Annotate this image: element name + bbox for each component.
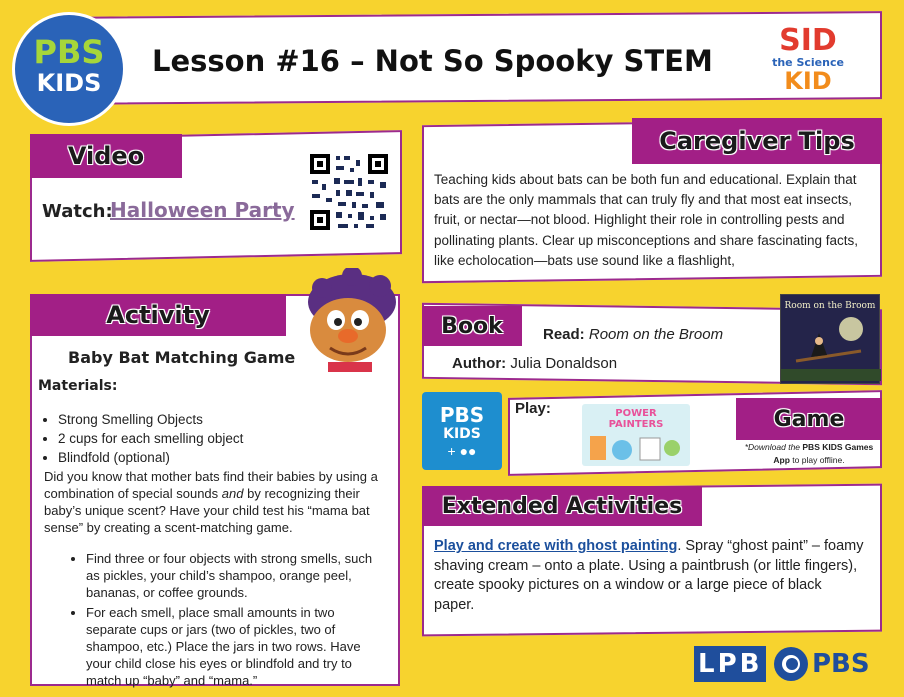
- extended-activities-body: . Spray “ghost paint” – foamy shaving cream – onto a plate. Using a paintbrush (or little fingers), create spooky pictures on a window or a large piece of black paper.: [434, 538, 864, 613]
- play-label: Play:: [515, 400, 551, 417]
- app-icon-pbs: PBS: [439, 403, 485, 427]
- sid-the-science-kid-logo: [762, 16, 854, 96]
- note-text: *Download the: [744, 442, 803, 452]
- book-cover-title: Room on the Broom: [784, 301, 876, 311]
- extended-activities-tab: [422, 486, 702, 526]
- pbs-head-icon: [774, 647, 808, 681]
- pbs-kids-logo: [12, 12, 126, 126]
- activity-step: • Find three or four objects with strong smells, such as pickles, your child’s shampoo, orange peel, bananas, or coffee grounds.: [86, 550, 386, 601]
- video-tab-label: Video: [67, 142, 145, 170]
- materials-list: [38, 410, 243, 467]
- materials-label: Materials:: [38, 378, 118, 394]
- game-tab-label: Game: [773, 406, 845, 432]
- activity-subtitle: Baby Bat Matching Game: [68, 348, 296, 367]
- extended-activities-text: [434, 537, 866, 615]
- gamepad-icon: + ●●: [447, 443, 477, 459]
- caregiver-tips-tab: [632, 118, 882, 164]
- game-title-painters: PAINTERS: [608, 419, 664, 430]
- materials-item: • Blindfold (optional): [58, 448, 243, 467]
- video-tab: [30, 134, 182, 178]
- game-tab: [736, 398, 882, 440]
- book-tab-label: Book: [441, 313, 503, 339]
- power-painters-game-image[interactable]: [582, 404, 690, 466]
- caregiver-tips-text: Teaching kids about bats can be both fun and educational. Explain that bats are the only mammals that can truly fly and that most eat insects, fruit, or nectar—not blood. Highlight their role in controlling pests and pollinating plants. Clear up misconceptions and share fascinating facts, like echolocation—bats use sound like a flashlight,: [434, 172, 858, 268]
- caregiver-tips-tab-label: Caregiver Tips: [659, 127, 855, 155]
- lesson-title: Lesson #16 – Not So Spooky STEM: [152, 44, 713, 78]
- materials-item: • 2 cups for each smelling object: [58, 429, 243, 448]
- book-title: Room on the Broom: [588, 326, 724, 343]
- qr-code-icon[interactable]: [306, 150, 392, 234]
- pbs-logo: [774, 646, 870, 682]
- sid-logo-sid: SID: [779, 23, 837, 58]
- activity-step: • For each smell, place small amounts in two separate cups or jars (two of pickles, two of shampoo, etc.) Place the jars in two rows. Have your child close his eyes or blindfold and try to match up “baby” and “mama.”: [86, 604, 386, 689]
- pbs-kids-logo-kids: KIDS: [36, 69, 102, 97]
- activity-tab: [30, 294, 286, 336]
- note-text-end: to play offline.: [789, 455, 845, 465]
- book-author-line: [452, 355, 617, 372]
- activity-tab-label: Activity: [106, 301, 210, 329]
- activity-intro-text-end: by recognizing their baby’s unique scent? Have your child test his “mama bat sense” by creating a scent-matching game.: [44, 486, 370, 535]
- sid-logo-the-science: the Science: [772, 56, 844, 69]
- sid-character-image: [298, 268, 404, 372]
- pbs-logo-text: PBS: [812, 649, 870, 679]
- note-app-name: PBS KIDS Games App: [773, 442, 874, 465]
- activity-intro-text: Did you know that mother bats find their babies by using a combination of special sounds: [44, 469, 378, 501]
- watch-label: Watch:: [42, 201, 113, 222]
- activity-intro: [44, 468, 394, 536]
- activity-steps: [66, 550, 386, 689]
- book-cover-image: [780, 294, 880, 384]
- video-link-halloween-party[interactable]: Halloween Party: [110, 198, 295, 222]
- book-read-line: [543, 326, 723, 343]
- lpb-logo-text: LPB: [694, 646, 766, 682]
- app-icon-kids: KIDS: [443, 426, 481, 442]
- lpb-logo: [694, 646, 766, 682]
- game-title-power: POWER: [615, 408, 657, 419]
- pbs-kids-games-app-icon[interactable]: [422, 392, 502, 470]
- pbs-kids-logo-pbs: PBS: [33, 33, 105, 71]
- read-label: Read:: [543, 326, 585, 343]
- materials-item: • Strong Smelling Objects: [58, 410, 243, 429]
- sid-logo-kid: KID: [784, 67, 832, 95]
- activity-intro-emphasis: and: [221, 486, 244, 501]
- book-tab: [422, 306, 522, 346]
- author-label: Author:: [452, 355, 507, 372]
- game-download-note: [744, 441, 874, 467]
- book-author: Julia Donaldson: [510, 355, 618, 372]
- ghost-painting-link[interactable]: Play and create with ghost painting: [434, 538, 678, 554]
- extended-activities-tab-label: Extended Activities: [441, 493, 683, 519]
